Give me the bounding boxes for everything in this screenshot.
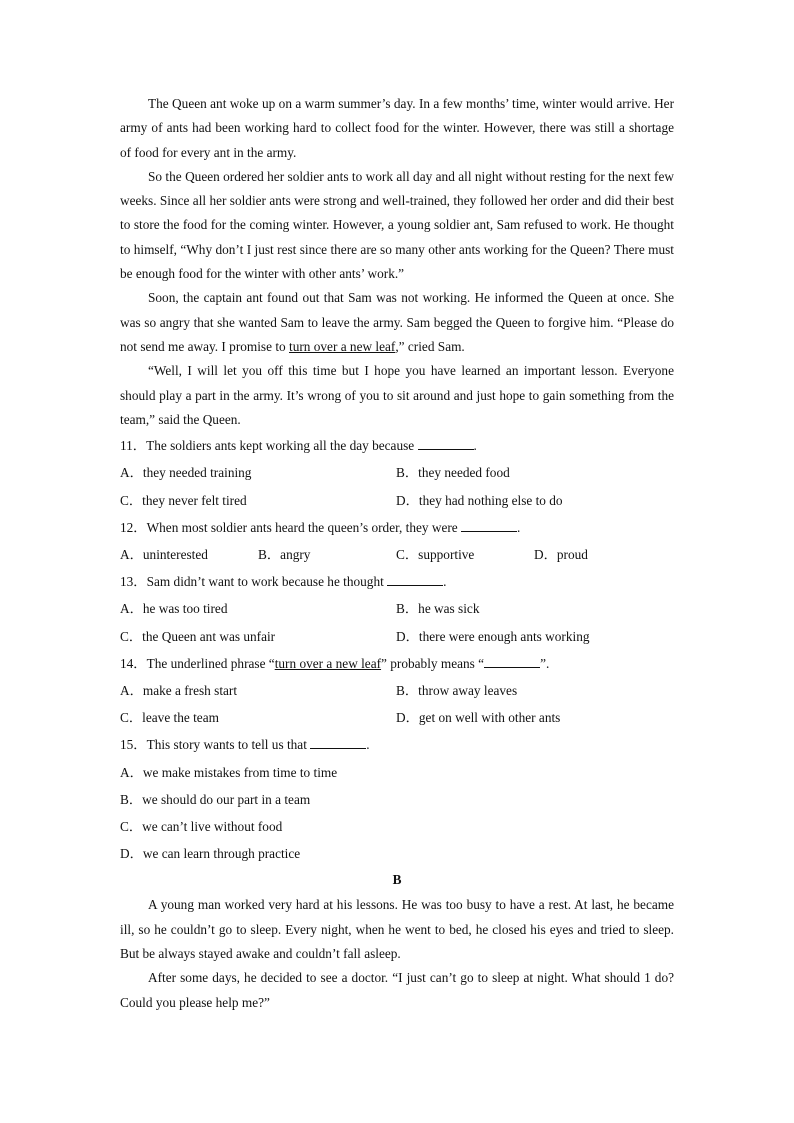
question-11 (120, 432, 674, 514)
option-b: B．we should do our part in a team (120, 791, 311, 807)
option-b: B．throw away leaves (396, 682, 518, 698)
stem-text: ” probably means “ (381, 655, 485, 671)
question-13 (120, 568, 674, 650)
text: ,” cried Sam. (395, 338, 465, 354)
passage-b (120, 867, 674, 1014)
paragraph: So the Queen ordered her soldier ants to work all day and all night without resting for the next few weeks. Since all her soldier ants were strong and well-trained, they followed her order and did their best to store the food for the coming winter. However, a young soldier ant, Sam refused to work. He thought to himself, “Why don’t I just rest since there are so many other ants working for the Queen? There must be enough food for the winter with other ants’ work.” (120, 168, 674, 282)
option-a: A．they needed training (120, 465, 252, 481)
question-stem (120, 650, 674, 677)
options-row (120, 459, 674, 486)
section-heading: B (392, 872, 402, 888)
stem-end: . (366, 737, 370, 753)
stem-end: . (473, 438, 477, 454)
question-stem (120, 432, 674, 459)
question-number: 12． (120, 519, 147, 535)
answer-blank (461, 520, 517, 532)
option-a: A．make a fresh start (120, 682, 238, 698)
option-a: A．we make mistakes from time to time (120, 764, 338, 780)
paragraph: “Well, I will let you off this time but I hope you have learned an important lesson. Everyone should play a part in the army. It’s wrong of you to sit around and just hope to gain something from the team,” said the Queen. (120, 363, 674, 427)
question-12 (120, 514, 674, 568)
option-c: C．supportive (396, 546, 475, 562)
stem-text: When most soldier ants heard the queen’s order, they were (146, 519, 462, 535)
paragraph (120, 286, 674, 359)
option-d: D．proud (534, 546, 588, 562)
options-row (120, 595, 674, 622)
option-b: B．angry (258, 546, 311, 562)
option-c: C．they never felt tired (120, 492, 247, 508)
text: Soon, the captain ant found out that Sam was not working. He informed the Queen at once. She was so angry that she wanted Sam to leave the army. Sam begged the Queen to forgive him. “Please do not send me away. I promise to (120, 290, 674, 354)
answer-blank (310, 737, 366, 749)
question-number: 14． (120, 655, 147, 671)
options-row (120, 487, 674, 514)
paragraph: After some days, he decided to see a doctor. “I just can’t go to sleep at night. What should 1 do? Could you please help me?” (120, 970, 674, 1010)
answer-blank (418, 438, 474, 450)
option-a: A．he was too tired (120, 601, 228, 617)
options-row (120, 786, 674, 813)
passage-a (120, 92, 674, 432)
stem-end: . (443, 574, 447, 590)
question-14 (120, 650, 674, 732)
options-row (120, 704, 674, 731)
option-c: C．we can’t live without food (120, 819, 283, 834)
paragraph: A young man worked very hard at his lessons. He was too busy to have a rest. At last, he became ill, so he couldn’t go to sleep. Every night, when he went to bed, he closed his eyes and tried to sleep. But be always stayed awake and couldn’t fall asleep. (120, 897, 674, 961)
stem-text: The soldiers ants kept working all the day because (146, 438, 418, 454)
option-b: B．they needed food (396, 465, 510, 481)
question-stem (120, 731, 674, 758)
question-stem (120, 568, 674, 595)
options-row (120, 623, 674, 650)
stem-text: The underlined phrase “ (146, 655, 275, 671)
underlined-phrase: turn over a new leaf (289, 338, 396, 354)
options-row (120, 677, 674, 704)
underlined-phrase: turn over a new leaf (274, 655, 382, 671)
question-15 (120, 731, 674, 867)
option-c: C．the Queen ant was unfair (120, 628, 276, 644)
stem-end: ”. (540, 655, 550, 671)
options-row (120, 541, 674, 568)
question-number: 11． (120, 438, 147, 454)
option-d: D．get on well with other ants (396, 710, 561, 726)
stem-end: . (517, 519, 521, 535)
question-number: 15． (120, 737, 147, 753)
options-row (120, 813, 674, 840)
answer-blank (387, 574, 443, 586)
question-number: 13． (120, 574, 147, 590)
answer-blank (484, 656, 540, 668)
option-b: B．he was sick (396, 601, 480, 617)
question-stem (120, 514, 674, 541)
options-row (120, 840, 674, 867)
paragraph: The Queen ant woke up on a warm summer’s day. In a few months’ time, winter would arrive. Her army of ants had been working hard to collect food for the winter. However, there was still a shortage of food for every ant in the army. (120, 96, 674, 160)
option-d: D．there were enough ants working (396, 628, 590, 644)
option-a: A．uninterested (120, 546, 208, 562)
stem-text: This story wants to tell us that (146, 737, 311, 753)
option-c: C．leave the team (120, 710, 219, 726)
document-page (120, 92, 674, 1015)
option-d: D．we can learn through practice (120, 846, 301, 862)
option-d: D．they had nothing else to do (396, 492, 563, 508)
stem-text: Sam didn’t want to work because he thought (146, 574, 388, 590)
options-row (120, 759, 674, 786)
